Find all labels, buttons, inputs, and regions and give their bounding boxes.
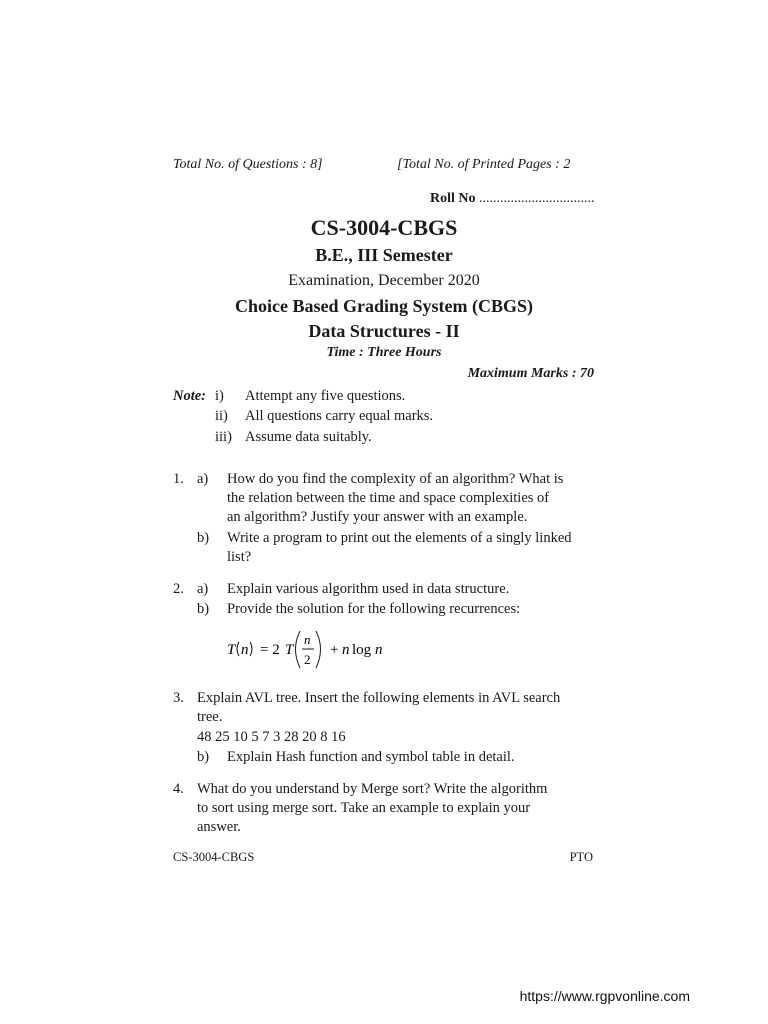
- question-text: answer.: [197, 819, 241, 835]
- avl-sequence: 48 25 10 5 7 3 28 20 8 16: [197, 729, 346, 745]
- total-questions: Total No. of Questions : 8]: [173, 157, 323, 172]
- note-item: All questions carry equal marks.: [245, 408, 434, 424]
- grading-scheme: Choice Based Grading System (CBGS): [234, 296, 533, 316]
- question-number: 4.: [173, 781, 184, 797]
- note-item-num: ii): [215, 408, 228, 424]
- note-label: Note:: [173, 388, 207, 404]
- roll-number-line: [430, 191, 595, 207]
- subpart-label: a): [197, 471, 209, 487]
- question-text: an algorithm? Justify your answer with an example.: [227, 509, 528, 525]
- semester: B.E., III Semester: [315, 245, 453, 265]
- source-url: https://www.rgpvonline.com: [519, 988, 690, 1004]
- question-text: What do you understand by Merge sort? Write the algorithm: [197, 781, 548, 797]
- maximum-marks: Maximum Marks : 70: [467, 366, 594, 381]
- subpart-label: a): [197, 581, 209, 597]
- question-text: Explain various algorithm used in data structure.: [227, 581, 510, 597]
- roll-label: Roll No: [430, 191, 476, 206]
- svg-text:n: n: [241, 642, 249, 658]
- footer-code: CS-3004-CBGS: [173, 850, 255, 864]
- subpart-label: b): [197, 530, 210, 546]
- svg-text:T: T: [285, 642, 294, 658]
- svg-text:n: n: [304, 632, 311, 647]
- note-item: Assume data suitably.: [245, 429, 372, 445]
- paper-code: CS-3004-CBGS: [310, 215, 458, 240]
- subpart-label: b): [197, 601, 210, 617]
- svg-text:T: T: [227, 642, 236, 658]
- question-number: 2.: [173, 581, 184, 597]
- svg-text:n: n: [375, 642, 383, 658]
- subpart-label: b): [197, 749, 210, 765]
- printed-pages: [Total No. of Printed Pages : 2: [397, 157, 571, 172]
- time-allowed: Time : Three Hours: [326, 345, 442, 360]
- question-number: 3.: [173, 690, 184, 706]
- note-item: Attempt any five questions.: [245, 388, 406, 404]
- examination: Examination, December 2020: [288, 272, 480, 289]
- recurrence-equation: [227, 625, 427, 673]
- question-text: Explain Hash function and symbol table in detail.: [227, 749, 515, 765]
- svg-text:n: n: [342, 642, 350, 658]
- question-text: the relation between the time and space complexities of: [227, 490, 550, 506]
- question-text: to sort using merge sort. Take an example to explain your: [197, 800, 531, 816]
- subject-title: Data Structures - II: [308, 321, 460, 341]
- svg-text:log: log: [352, 642, 372, 658]
- svg-text:= 2: = 2: [260, 642, 280, 658]
- footer-pto: PTO: [569, 850, 593, 864]
- question-text: How do you find the complexity of an algorithm? What is: [227, 471, 564, 487]
- question-text: tree.: [197, 709, 223, 725]
- roll-dots: .................................: [475, 191, 595, 206]
- note-item-num: iii): [215, 429, 232, 445]
- question-text: Write a program to print out the elements of a singly linked: [227, 530, 572, 546]
- svg-text:+: +: [330, 642, 339, 658]
- question-text: Explain AVL tree. Insert the following elements in AVL search: [197, 690, 561, 706]
- question-text: list?: [227, 549, 252, 565]
- note-item-num: i): [215, 388, 224, 404]
- question-number: 1.: [173, 471, 184, 487]
- svg-text:2: 2: [304, 652, 311, 667]
- question-text: Provide the solution for the following recurrences:: [227, 601, 521, 617]
